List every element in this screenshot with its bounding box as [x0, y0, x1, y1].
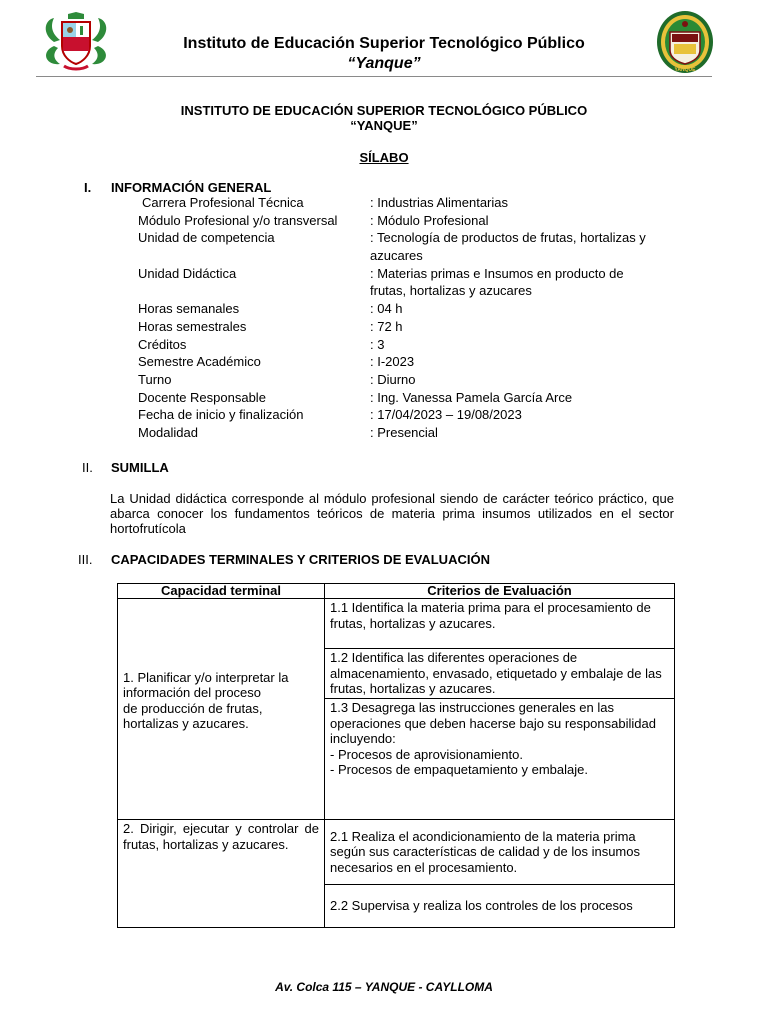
- info-value: : Módulo Profesional: [370, 212, 489, 228]
- criterion-2-1: 2.1 Realiza el acondicionamiento de la materia prima según sus características de calidad y de los insumos necesarios en el procesamiento.: [325, 820, 675, 885]
- info-label: Docente Responsable: [138, 389, 266, 405]
- header-divider: [36, 76, 712, 77]
- institute-line-2: “YANQUE”: [350, 118, 418, 133]
- info-label: Horas semestrales: [138, 318, 247, 334]
- header-institute-name: Instituto de Educación Superior Tecnológico Público: [183, 35, 585, 52]
- info-value: : Presencial: [370, 425, 438, 441]
- info-value: : Diurno: [370, 372, 416, 387]
- info-value: : 3: [370, 336, 385, 352]
- info-label: Turno: [138, 372, 172, 387]
- info-label: Horas semanales: [138, 301, 240, 317]
- info-label: Unidad Didáctica: [138, 265, 237, 281]
- table-header-row: [118, 584, 675, 599]
- section-1-title: INFORMACIÓN GENERAL: [111, 180, 272, 195]
- info-value: : I-2023: [370, 354, 415, 370]
- footer-address: Av. Colca 115 – YANQUE - CAYLLOMA: [275, 980, 493, 994]
- info-label: Modalidad: [138, 425, 198, 441]
- criterion-2-2: 2.2 Supervisa y realiza los controles de los procesos: [325, 885, 675, 928]
- section-3-title: CAPACIDADES TERMINALES Y CRITERIOS DE EVALUACIÓN: [111, 552, 490, 567]
- info-value: : Ing. Vanessa Pamela García Arce: [370, 389, 573, 405]
- criterion-1-3: 1.3 Desagrega las instrucciones generales en las operaciones que deben hacerse bajo su responsabilidad incluyendo: - Procesos de aprovisionamiento. - Procesos de empaquetamiento y embalaje.: [325, 699, 675, 820]
- capacity-1-cell: [118, 599, 325, 820]
- info-value: : 17/04/2023 – 19/08/2023: [370, 407, 522, 423]
- criterion-1-1: 1.1 Identifica la materia prima para el procesamiento de frutas, hortalizas y azucares.: [325, 599, 675, 649]
- capacities-table: [117, 583, 675, 928]
- capacity-2-text: 2. Dirigir, ejecutar y controlar de frutas, hortalizas y azucares.: [118, 820, 325, 928]
- info-value: : Industrias Alimentarias: [370, 195, 509, 210]
- info-label: Módulo Profesional y/o transversal: [138, 212, 338, 228]
- institute-line-1: INSTITUTO DE EDUCACIÓN SUPERIOR TECNOLÓGICO PÚBLICO: [180, 103, 588, 118]
- section-3-number: III.: [78, 552, 93, 567]
- info-label: Semestre Académico: [138, 354, 261, 370]
- criterion-1-2: 1.2 Identifica las diferentes operaciones de almacenamiento, envasado, etiquetado y embalaje de las frutas, hortalizas y azucares.: [325, 649, 675, 699]
- header-criterios: Criterios de Evaluación: [325, 584, 675, 599]
- info-label: Carrera Profesional Técnica: [142, 195, 304, 210]
- header-capacidad: Capacidad terminal: [118, 584, 325, 599]
- table-row: [118, 599, 675, 649]
- info-label: Créditos: [138, 336, 187, 352]
- section-2-title: SUMILLA: [111, 460, 169, 475]
- document-title: SÍLABO: [359, 150, 409, 165]
- table-row: [118, 820, 675, 885]
- info-label: Fecha de inicio y finalización: [138, 407, 304, 423]
- info-value: : Tecnología de productos de frutas, hortalizas y azucares: [370, 230, 646, 263]
- sumilla-paragraph: La Unidad didáctica corresponde al módulo profesional siendo de carácter teórico práctico, que abarca conocer los fundamentos teóricos de materia prima insumos utilizados en el sector hortofrutícola: [110, 491, 674, 536]
- section-1-number: I.: [84, 180, 92, 195]
- section-2-number: II.: [82, 460, 93, 475]
- info-value: : Materias primas e Insumos en producto de frutas, hortalizas y azucares: [370, 265, 624, 299]
- seal-text: YANQUE: [674, 67, 696, 73]
- info-value: : 72 h: [370, 318, 403, 334]
- capacity-1-text: 1. Planificar y/o interpretar la información del proceso de producción de frutas, hortalizas y azucares.: [123, 669, 289, 731]
- info-label: Unidad de competencia: [138, 230, 275, 246]
- info-value: : 04 h: [370, 301, 403, 317]
- header-institute-subtitle: “Yanque”: [347, 55, 421, 72]
